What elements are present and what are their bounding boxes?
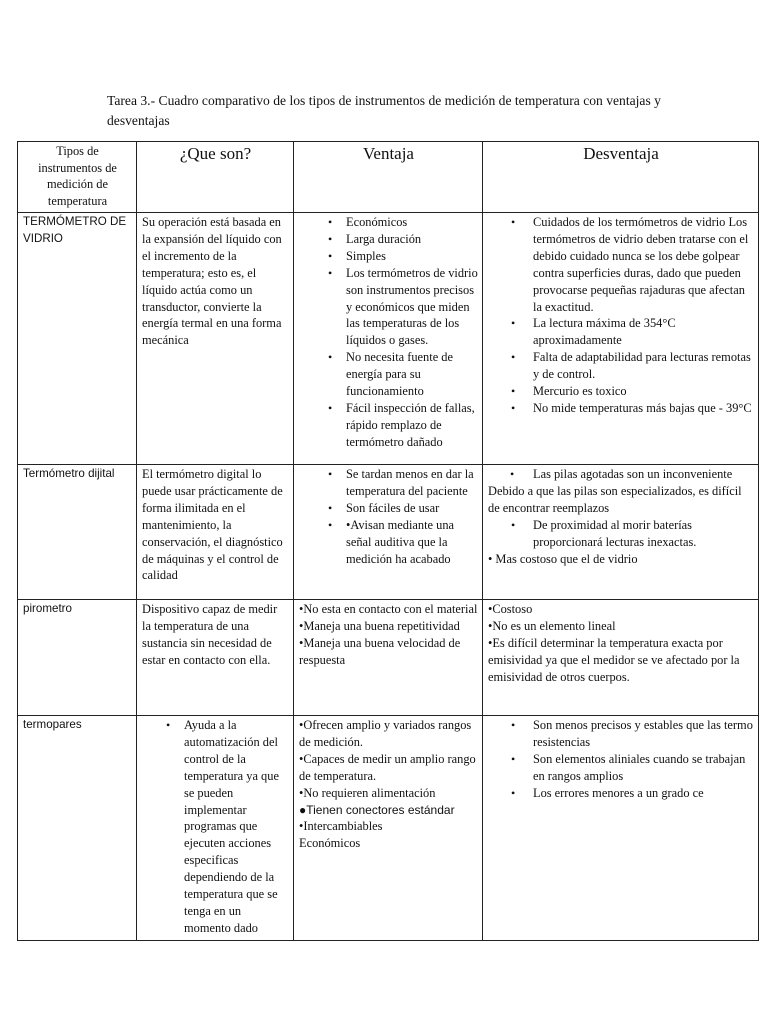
- row-que-son: Dispositivo capaz de medir la temperatura de una sustancia sin necesidad de estar en contacto con ella.: [137, 600, 294, 716]
- list-item: • •Avisan mediante una señal auditiva que la medición ha acabado: [346, 517, 478, 568]
- list-item: • Se tardan menos en dar la temperatura del paciente: [346, 466, 478, 500]
- row-desventajas: [483, 716, 759, 941]
- row-desventajas: [483, 600, 759, 716]
- header-desventaja: Desventaja: [483, 142, 759, 213]
- desventaja-extra: • Mas costoso que el de vidrio: [488, 551, 638, 566]
- list-item: • Cuidados de los termómetros de vidrio Los termómetros de vidrio deben tratarse con el debido cuidado nunca se los debe golpear contra superficies duras, dado que pueden provocarse pequeñas rajaduras que afectan la exactitud.: [533, 214, 754, 315]
- row-que-son: Su operación está basada en la expansión del líquido con el incremento de la temperatura; esto es, el líquido actúa como un transductor, convierte la energía termal en una forma mecánica: [137, 213, 294, 465]
- list-item: • Falta de adaptabilidad para lecturas remotas y de control.: [533, 349, 754, 383]
- row-ventajas: [294, 716, 483, 941]
- list-item: •No requieren alimentación: [299, 785, 436, 800]
- list-item: • No mide temperaturas más bajas que - 39°C: [533, 400, 754, 417]
- row-desventajas: [483, 465, 759, 600]
- row-ventajas: [294, 213, 483, 465]
- list-item: • Fácil inspección de fallas, rápido remplazo de termómetro dañado: [346, 400, 478, 451]
- row-tipo: termopares: [18, 716, 137, 941]
- list-item: • No necesita fuente de energía para su funcionamiento: [346, 349, 478, 400]
- row-que-son: [137, 716, 294, 941]
- list-item: • Son menos precisos y estables que las termo resistencias: [533, 717, 754, 751]
- header-tipos: Tipos de instrumentos de medición de temperatura: [18, 142, 137, 213]
- list-item: • Económicos: [346, 214, 478, 231]
- list-item: •Capaces de medir un amplio rango de temperatura.: [299, 751, 476, 783]
- comparison-table: [17, 141, 759, 941]
- document-title: Tarea 3.- Cuadro comparativo de los tipos de instrumentos de medición de temperatura con ventajas y desventajas: [107, 93, 661, 128]
- list-item: • Ayuda a la automatización del control de la temperatura ya que se pueden implementar programas que ejecuten acciones especificas dependiendo de la temperatura que se tenga en un momento dado: [184, 717, 289, 937]
- list-item: • La lectura máxima de 354°C aproximadamente: [533, 315, 754, 349]
- list-item: •Maneja una buena velocidad de respuesta: [299, 635, 461, 667]
- row-ventajas: [294, 600, 483, 716]
- row-que-son: El termómetro digital lo puede usar prácticamente de forma ilimitada en el mantenimiento, la conservación, el diagnóstico de máquinas y el control de calidad: [137, 465, 294, 600]
- table-row: [18, 600, 759, 716]
- list-item: • Son fáciles de usar: [346, 500, 478, 517]
- list-item: • Larga duración: [346, 231, 478, 248]
- list-item: • De proximidad al morir baterías proporcionará lecturas inexactas.: [533, 517, 754, 551]
- list-item: • Son elementos aliniales cuando se trabajan en rangos amplios: [533, 751, 754, 785]
- list-item: • Los errores menores a un grado ce: [533, 785, 754, 802]
- row-tipo: TERMÓMETRO DE VIDRIO: [18, 213, 137, 465]
- list-item: •No es un elemento lineal: [488, 618, 616, 633]
- table-header-row: [18, 142, 759, 213]
- list-item: •Maneja una buena repetitividad: [299, 618, 460, 633]
- header-que-son: ¿Que son?: [137, 142, 294, 213]
- list-item: Económicos: [299, 836, 361, 851]
- row-tipo: Termómetro dijital: [18, 465, 137, 600]
- row-tipo: pirometro: [18, 600, 137, 716]
- table-row: [18, 465, 759, 600]
- list-item: •Es difícil determinar la temperatura exacta por emisividad ya que el medidor se ve afectado por la emisividad de otros cuerpos.: [488, 635, 740, 684]
- row-ventajas: [294, 465, 483, 600]
- table-row: [18, 716, 759, 941]
- list-item: • Simples: [346, 248, 478, 265]
- list-item: •No esta en contacto con el material: [299, 602, 478, 616]
- list-item: •Costoso: [488, 602, 533, 616]
- desventaja-intro: • Las pilas agotadas son un inconveniente Debido a que las pilas son especializados, es difícil de encontrar reemplazos: [488, 467, 742, 515]
- list-item: • Mercurio es toxico: [533, 383, 754, 400]
- header-ventaja: Ventaja: [294, 142, 483, 213]
- list-item: ●Tienen conectores estándar: [299, 802, 455, 817]
- list-item: • Los termómetros de vidrio son instrumentos precisos y económicos que miden las temperaturas de los líquidos o gases.: [346, 265, 478, 350]
- table-row: [18, 213, 759, 465]
- list-item: •Intercambiables: [299, 819, 383, 834]
- row-desventajas: [483, 213, 759, 465]
- list-item: •Ofrecen amplio y variados rangos de medición.: [299, 718, 472, 749]
